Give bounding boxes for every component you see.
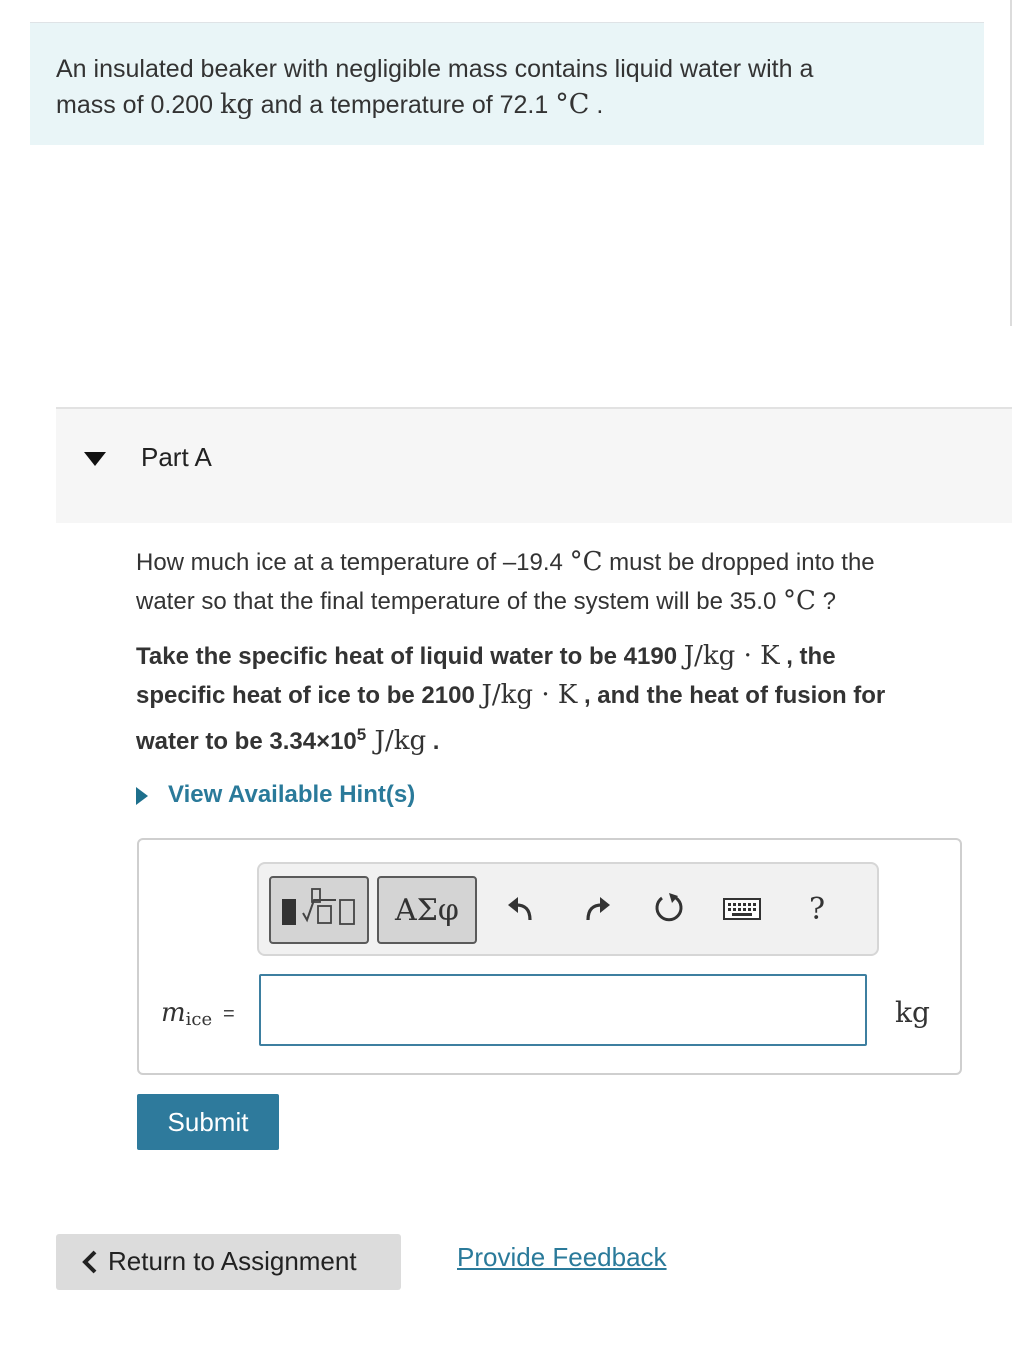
return-to-assignment-button[interactable]	[56, 1234, 401, 1290]
part-a-header[interactable]	[56, 407, 1012, 523]
equals-sign: =	[223, 1003, 235, 1025]
intro-temp-text: and a temperature of 72.1	[253, 91, 556, 119]
answer-variable-label	[161, 998, 212, 1030]
keyboard-icon	[723, 898, 761, 920]
return-to-assignment-label: Return to Assignment	[108, 1246, 357, 1276]
answer-unit: kg	[895, 996, 930, 1029]
note-unit-2: J/kg · K	[481, 680, 578, 710]
question-temp-unit-2: °C	[783, 586, 816, 616]
reset-icon	[652, 892, 686, 926]
keyboard-button[interactable]	[721, 882, 763, 936]
intro-line-1: An insulated beaker with negligible mass contains liquid water with a	[56, 55, 814, 83]
note-line-3-end: .	[426, 728, 440, 755]
question-line-1-end: must be dropped into the	[602, 549, 875, 576]
greek-symbols-icon: ΑΣφ	[395, 892, 459, 928]
view-hints-link[interactable]: View Available Hint(s)	[168, 781, 416, 808]
question-line-1-text: How much ice at a temperature of –19.4	[136, 549, 570, 576]
help-button[interactable]	[801, 882, 833, 936]
answer-panel	[137, 838, 962, 1075]
scrollbar-track[interactable]	[1010, 0, 1012, 326]
undo-icon	[506, 894, 536, 924]
provide-feedback-link[interactable]: Provide Feedback	[457, 1242, 667, 1272]
note-line-3-text: water to be 3.34×10	[136, 728, 357, 755]
question-text	[136, 543, 996, 621]
chevron-left-icon	[80, 1250, 100, 1274]
note-line-2-text: specific heat of ice to be 2100	[136, 682, 482, 709]
variable-subscript: ice	[185, 1009, 213, 1030]
math-toolbar	[257, 862, 879, 956]
reset-button[interactable]	[649, 882, 689, 936]
given-constants-text	[136, 637, 1006, 761]
collapse-caret-icon[interactable]	[84, 452, 106, 466]
question-temp-unit-1: °C	[569, 547, 603, 577]
templates-icon	[276, 887, 362, 933]
expand-caret-icon[interactable]	[136, 787, 148, 805]
greek-symbols-button[interactable]	[377, 876, 477, 944]
help-icon: ?	[808, 891, 826, 927]
intro-end: .	[589, 91, 604, 119]
redo-button[interactable]	[577, 882, 617, 936]
problem-intro	[30, 23, 984, 145]
templates-button[interactable]	[269, 876, 369, 944]
intro-mass-unit: kg	[219, 89, 254, 120]
note-unit-1: J/kg · K	[683, 641, 780, 671]
note-line-1-end: , the	[779, 643, 836, 670]
submit-button[interactable]: Submit	[137, 1094, 279, 1150]
intro-temp-unit: °C	[555, 89, 590, 120]
part-title: Part A	[141, 442, 212, 472]
variable-symbol: m	[161, 998, 186, 1028]
note-exponent: 5	[356, 725, 367, 744]
redo-icon	[582, 894, 612, 924]
note-line-2-end: , and the heat of fusion for	[577, 682, 886, 709]
undo-button[interactable]	[501, 882, 541, 936]
problem-intro-text	[56, 51, 956, 123]
note-unit-3: J/kg	[366, 726, 427, 756]
question-line-2-end: ?	[815, 588, 836, 615]
question-line-2-text: water so that the final temperature of the system will be 35.0	[136, 588, 783, 615]
answer-input[interactable]	[259, 974, 867, 1046]
intro-mass-text: mass of 0.200	[56, 91, 220, 119]
note-line-1-text: Take the specific heat of liquid water to be 4190	[136, 643, 684, 670]
